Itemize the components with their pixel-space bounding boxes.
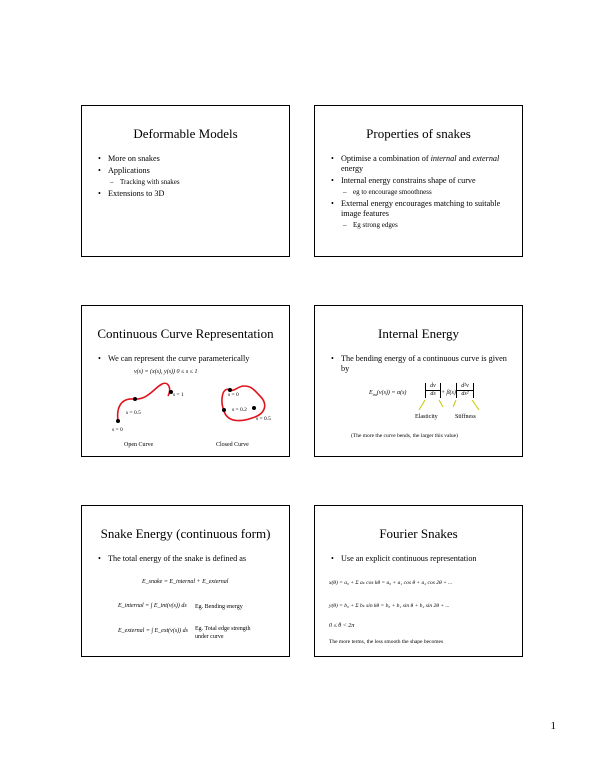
elasticity-term: dv ds [425, 383, 441, 398]
label-stiffness: Stiffness [455, 414, 476, 420]
slide-title: Snake Energy (continuous form) [100, 526, 271, 541]
caption-closed-curve: Closed Curve [216, 442, 249, 448]
bullet-item: • We can represent the curve parameterically [96, 354, 281, 364]
label-open-s0: s = 0 [112, 427, 123, 433]
caption-open-curve: Open Curve [124, 442, 154, 448]
slide-title: Deformable Models [133, 126, 238, 141]
point-s0 [116, 419, 120, 423]
bullet-item: • More on snakes [96, 154, 281, 164]
internal-energy-equation: E_internal = ∫ E_int(v(s)) ds [118, 603, 187, 609]
external-energy-note-2: under curve [195, 634, 224, 640]
bullet-item: • Optimise a combination of internal and external energy [329, 154, 514, 174]
bullet-item: • Extensions to 3D [96, 189, 281, 199]
slide-title: Internal Energy [378, 326, 459, 341]
external-energy-note: Eg. Total edge strength [195, 626, 251, 632]
slide-title: Properties of snakes [366, 126, 471, 141]
label-elasticity: Elasticity [415, 414, 438, 420]
fourier-x-equation: x(θ) = a₀ + Σ aₖ cos kθ = a₀ + a₁ cos θ + a₂ cos 2θ + ... [329, 580, 453, 586]
bullet-item: • The total energy of the snake is defined as [96, 554, 281, 564]
point-closed-s05 [252, 406, 256, 410]
sub-bullet-item: – eg to encourage smoothness [329, 188, 514, 197]
label-closed-s05: s = 0.5 [256, 416, 271, 422]
bullet-list [329, 154, 514, 232]
page-number: 1 [550, 720, 556, 732]
internal-energy-note: Eg. Bending energy [195, 604, 243, 610]
bullet-item: • Use an explicit continuous representation [329, 554, 514, 564]
total-energy-equation: E_snake = E_internal + E_external [142, 579, 229, 585]
slide-title: Continuous Curve Representation [97, 326, 274, 341]
slide-fourier-snakes [314, 505, 523, 657]
stiffness-term: d²v ds² [456, 383, 474, 398]
bullet-item: • Applications [96, 166, 281, 176]
label-closed-s0: s = 0 [228, 392, 239, 398]
fourier-y-equation: y(θ) = b₀ + Σ bₖ sin kθ = b₀ + b₁ sin θ + b₂ sin 2θ + ... [329, 603, 450, 609]
slide-deformable-models [81, 105, 290, 257]
point-closed-s02 [222, 408, 226, 412]
label-open-s05: s = 0.5 [126, 410, 141, 416]
bending-note: (The more the curve bends, the larger this value) [351, 433, 458, 439]
theta-range: 0 ≤ θ < 2π [329, 623, 355, 629]
bullet-list [329, 554, 514, 566]
bullet-item: • The bending energy of a continuous curve is given by [329, 354, 514, 374]
curve-equation: v(s) = (x(s), y(s)) 0 ≤ s ≤ 1 [134, 369, 198, 375]
point-s05 [133, 397, 137, 401]
slide-internal-energy [314, 305, 523, 457]
sub-bullet-item: – Tracking with snakes [96, 178, 281, 187]
label-open-s1: s = 1 [173, 392, 184, 398]
slide-properties-of-snakes [314, 105, 523, 257]
bullet-item: • External energy encourages matching to suitable image features [329, 199, 514, 219]
curve-figure [82, 306, 291, 458]
bullet-list [96, 154, 281, 201]
slide-continuous-curve [81, 305, 290, 457]
bullet-item: • Internal energy constrains shape of curve [329, 176, 514, 186]
external-energy-equation: E_external = ∫ E_ext(v(s)) ds [118, 628, 188, 634]
slide-snake-energy [81, 505, 290, 657]
slide-title: Fourier Snakes [379, 526, 458, 541]
bullet-list [96, 554, 281, 566]
fourier-note: The more terms, the less smooth the shape becomes [329, 639, 444, 645]
sub-bullet-item: – Eg strong edges [329, 221, 514, 230]
bending-energy-equation: $E_{int}(v(s)) = \alpha(s)$ [369, 390, 407, 398]
beta-term: + β(s) [441, 390, 456, 396]
label-closed-s02: s = 0.2 [232, 407, 247, 413]
